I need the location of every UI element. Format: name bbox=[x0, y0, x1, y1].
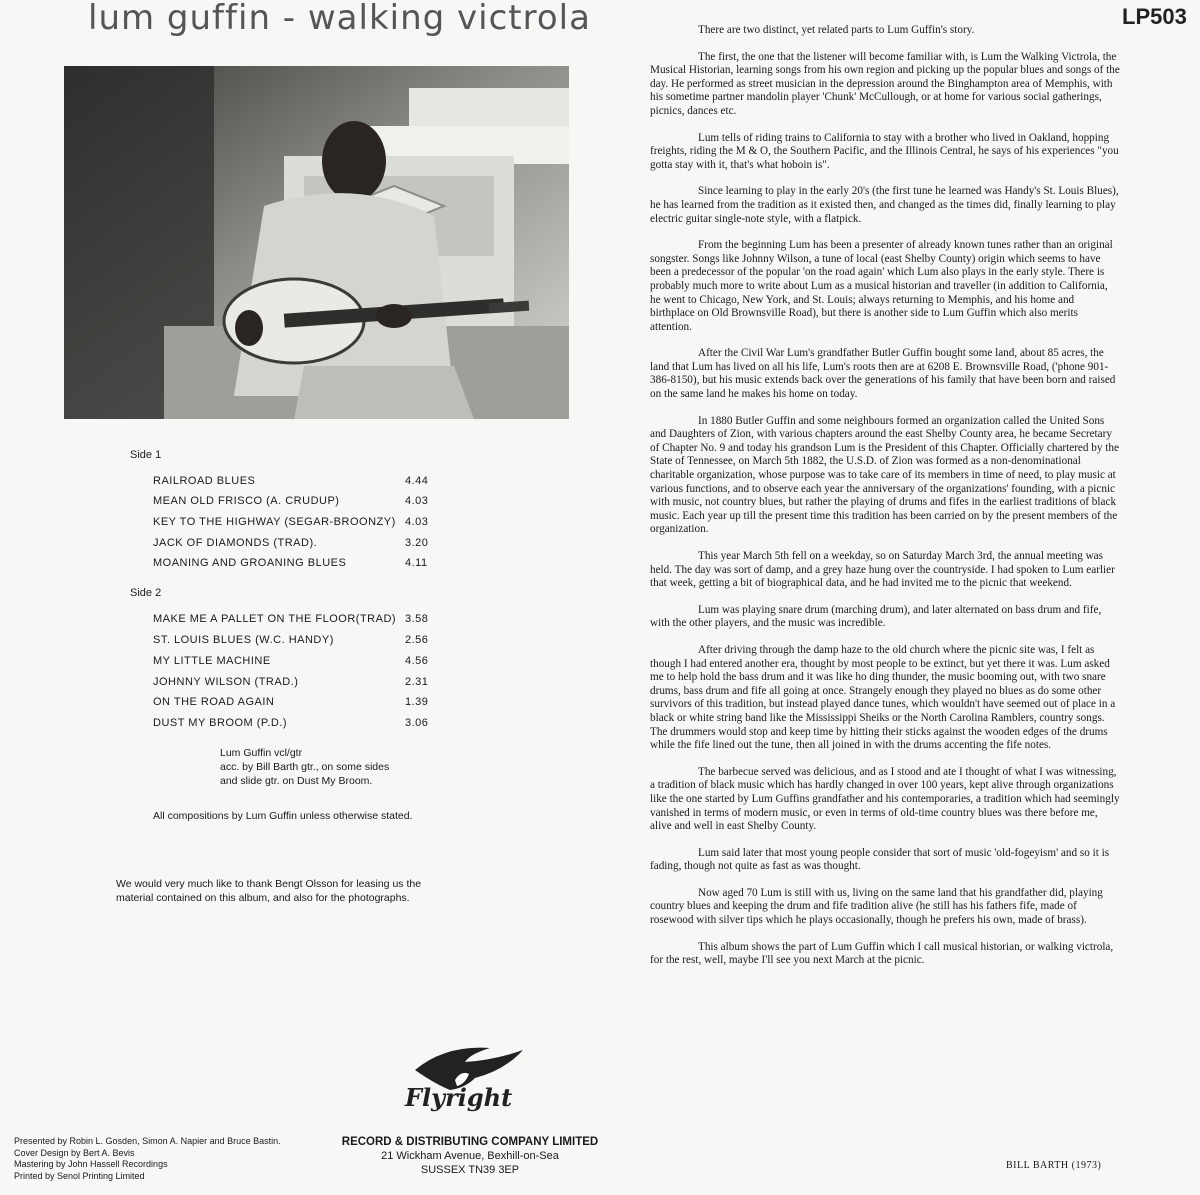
production-line: Mastering by John Hassell Recordings bbox=[14, 1159, 168, 1169]
track-title: MAKE ME A PALLET ON THE FLOOR(TRAD) bbox=[153, 613, 397, 625]
track-duration: 4.44 bbox=[405, 475, 429, 487]
track-title: RAILROAD BLUES bbox=[153, 475, 256, 487]
production-line: Cover Design by Bert A. Bevis bbox=[14, 1147, 135, 1158]
production-line: Presented by Robin L. Gosden, Simon A. Napier and Bruce Bastin. bbox=[14, 1136, 281, 1146]
performer-credits bbox=[220, 746, 389, 788]
acknowledgement bbox=[116, 877, 421, 905]
track-title: DUST MY BROOM (P.D.) bbox=[153, 717, 288, 729]
paragraph: After the Civil War Lum's grandfather Butler Guffin bought some land, about 85 acres, the land that Lum has lived on all his life, Lum's roots then are at 6208 E. Brownsville Road, ('phone 901-386-8150), but his music extends back over the generations of his family that have been born and raised on the same land he makes his home on today. bbox=[650, 347, 1116, 401]
address-line: SUSSEX TN39 3EP bbox=[420, 1164, 520, 1176]
track-duration: 4.03 bbox=[405, 495, 429, 507]
paragraph: After driving through the damp haze to the old church where the picnic site was, I felt as though I had entered another era, thought by most people to be extinct, but yet there it was. Lum asked me to help hold the bass drum and it was like ho ding thunder, the music booming out, with two snare drums, bass drum and fife all going at once. Strangely enough they played no blues as do some other survivors of this tradition, but instead played dance tunes, which wouldn't have seemed out of place in a black or white string band like the Mississippi Sheiks or the North Carolina Ramblers, country songs. The drummers would stop and keep time by hitting their sticks against the wooden edges of the drums while the fife lined out the tune, then all joined in with the drums accenting the fife notes. bbox=[650, 643, 1116, 752]
track-duration: 3.58 bbox=[405, 613, 429, 625]
paragraph: From the beginning Lum has been a presenter of already known tunes rather than an original songster. Songs like Johnny Wilson, a tune of local (east Shelby County) origin which seems to have been a predecessor of the popular 'on the road again' which Lum also plays in the early style. There is probably much more to write about Lum as a musical historian and traveller (in addition to California, he went to Chicago, New York, and St. Louis; always returning to Memphis, and his home and birthplace on Old Brownsville Road), but there is another side to Lum Guffin which also merits attention. bbox=[650, 239, 1113, 333]
paragraph: In 1880 Butler Guffin and some neighbours formed an organization called the United Sons and Daughters of Zion, with various chapters around the east Shelby County area, he became Secretary of Chapter No. 9 and today his grandson Lum is the President of this Chapter. Officially chartered by the State of Tennessee, on March 5th 1882, the U.S.D. of Zion was formed as a non-denominational charitable organization, whose purpose was to take care of its members in time of need, to play music at various functions, and to observe each year the anniversary of the organizations' founding, with a picnic with music, not country blues, but rather the playing of drums and fifes in the earliest traditions of black music. Each year up till the present time this tradition has been carried on by the present members of the organization. bbox=[650, 414, 1119, 536]
credit-line: and slide gtr. on Dust My Broom. bbox=[220, 775, 373, 787]
compositions-note: All compositions by Lum Guffin unless otherwise stated. bbox=[153, 810, 413, 822]
paragraph: Lum said later that most young people consider that sort of music 'old-fogeyism' and so it is fading, though not quite as fast as was thought. bbox=[650, 846, 1110, 873]
track-title: MY LITTLE MACHINE bbox=[153, 655, 271, 667]
track-duration: 4.11 bbox=[405, 557, 428, 569]
company-name: RECORD & DISTRIBUTING COMPANY LIMITED bbox=[341, 1136, 599, 1148]
track-duration: 3.06 bbox=[405, 717, 429, 729]
logo-text: Flyright bbox=[405, 1083, 513, 1112]
side-1-label: Side 1 bbox=[130, 449, 162, 461]
production-line: Printed by Senol Printing Limited bbox=[14, 1170, 145, 1181]
track-title: JOHNNY WILSON (TRAD.) bbox=[153, 676, 299, 688]
paragraph: There are two distinct, yet related parts to Lum Guffin's story. bbox=[698, 24, 975, 36]
paragraph: Lum tells of riding trains to California to stay with a brother who lived in Oakland, hopping freights, riding the M & O, the Southern Pacific, and the Illinois Central, he says of his experiences "you gotta stay with it, that's what hoboin is". bbox=[650, 131, 1119, 171]
track-duration: 4.03 bbox=[405, 516, 429, 528]
flyright-logo bbox=[395, 1040, 535, 1120]
track-duration: 2.31 bbox=[405, 676, 429, 688]
paragraph: The first, the one that the listener will become familiar with, is Lum the Walking Victrola, the Musical Historian, learning songs from his own region and picking up the popular blues and songs of the day. He performed as street musician in the depression around the Binghampton area of Memphis, with his sometime partner mandolin player 'Chunk' McCullough, or at home for various social gatherings, picnics, dances etc. bbox=[650, 50, 1120, 117]
paragraph: Lum was playing snare drum (marching drum), and later alternated on bass drum and fife, with the other players, and the music was incredible. bbox=[650, 603, 1102, 630]
track-duration: 4.56 bbox=[405, 655, 429, 667]
acknowledgement-line: material contained on this album, and also for the photographs. bbox=[116, 892, 410, 904]
album-title: lum guffin - walking victrola bbox=[88, 0, 591, 38]
address-line: 21 Wickham Avenue, Bexhill-on-Sea bbox=[381, 1150, 559, 1162]
track-title: ON THE ROAD AGAIN bbox=[153, 696, 275, 708]
liner-notes bbox=[650, 24, 1120, 981]
track-title: JACK OF DIAMONDS (TRAD). bbox=[153, 537, 318, 549]
paragraph: Since learning to play in the early 20's (the first tune he learned was Handy's St. Louis Blues), he has learned from the tradition as it existed then, and changed as the times did, finally learning to play electric guitar single-note style, with a flatpick. bbox=[650, 185, 1119, 225]
track-duration: 3.20 bbox=[405, 537, 429, 549]
track-duration: 1.39 bbox=[405, 696, 429, 708]
catalog-number: LP503 bbox=[1122, 4, 1187, 29]
paragraph: This album shows the part of Lum Guffin which I call musical historian, or walking victrola, for the rest, well, maybe I'll see you next March at the picnic. bbox=[650, 940, 1114, 967]
cover-photo bbox=[64, 66, 569, 419]
company-address bbox=[335, 1135, 605, 1177]
acknowledgement-line: We would very much like to thank Bengt Olsson for leasing us the bbox=[116, 878, 422, 890]
track-title: MEAN OLD FRISCO (A. CRUDUP) bbox=[153, 495, 340, 507]
credit-line: acc. by Bill Barth gtr., on some sides bbox=[220, 761, 390, 773]
paragraph: Now aged 70 Lum is still with us, living on the same land that his grandfather did, playing country blues and keeping the drum and fife tradition alive (he still has his fathers fife, made of rosewood with silver tips which he plays occasionally, though he prefers his own, made of brass). bbox=[650, 886, 1103, 927]
credit-line: Lum Guffin vcl/gtr bbox=[220, 747, 303, 759]
production-credits bbox=[14, 1136, 281, 1182]
author-signature: BILL BARTH (1973) bbox=[1006, 1160, 1102, 1171]
side-2-label: Side 2 bbox=[130, 587, 162, 599]
track-title: MOANING AND GROANING BLUES bbox=[153, 557, 347, 569]
paragraph: The barbecue served was delicious, and as I stood and ate I thought of what I was witnessing, a tradition of black music which has hardly changed in over 100 years, kept alive through organizations like the one started by Lum Guffins grandfather and his contemporaries, a tradition which had seemingly vanished in terms of modern music, or even in terms of old-time country blues was there before me, alive and well in east Shelby County. bbox=[650, 765, 1120, 833]
track-title: KEY TO THE HIGHWAY (SEGAR-BROONZY) bbox=[153, 516, 396, 528]
track-duration: 2.56 bbox=[405, 634, 429, 646]
track-title: ST. LOUIS BLUES (W.C. HANDY) bbox=[153, 634, 334, 646]
paragraph: This year March 5th fell on a weekday, so on Saturday March 3rd, the annual meeting was held. The day was sort of damp, and a grey haze hung over the countryside. I had spoken to Lum earlier that week, getting a bit of biographical data, and he had invited me to the picnic that weekend. bbox=[650, 550, 1115, 590]
